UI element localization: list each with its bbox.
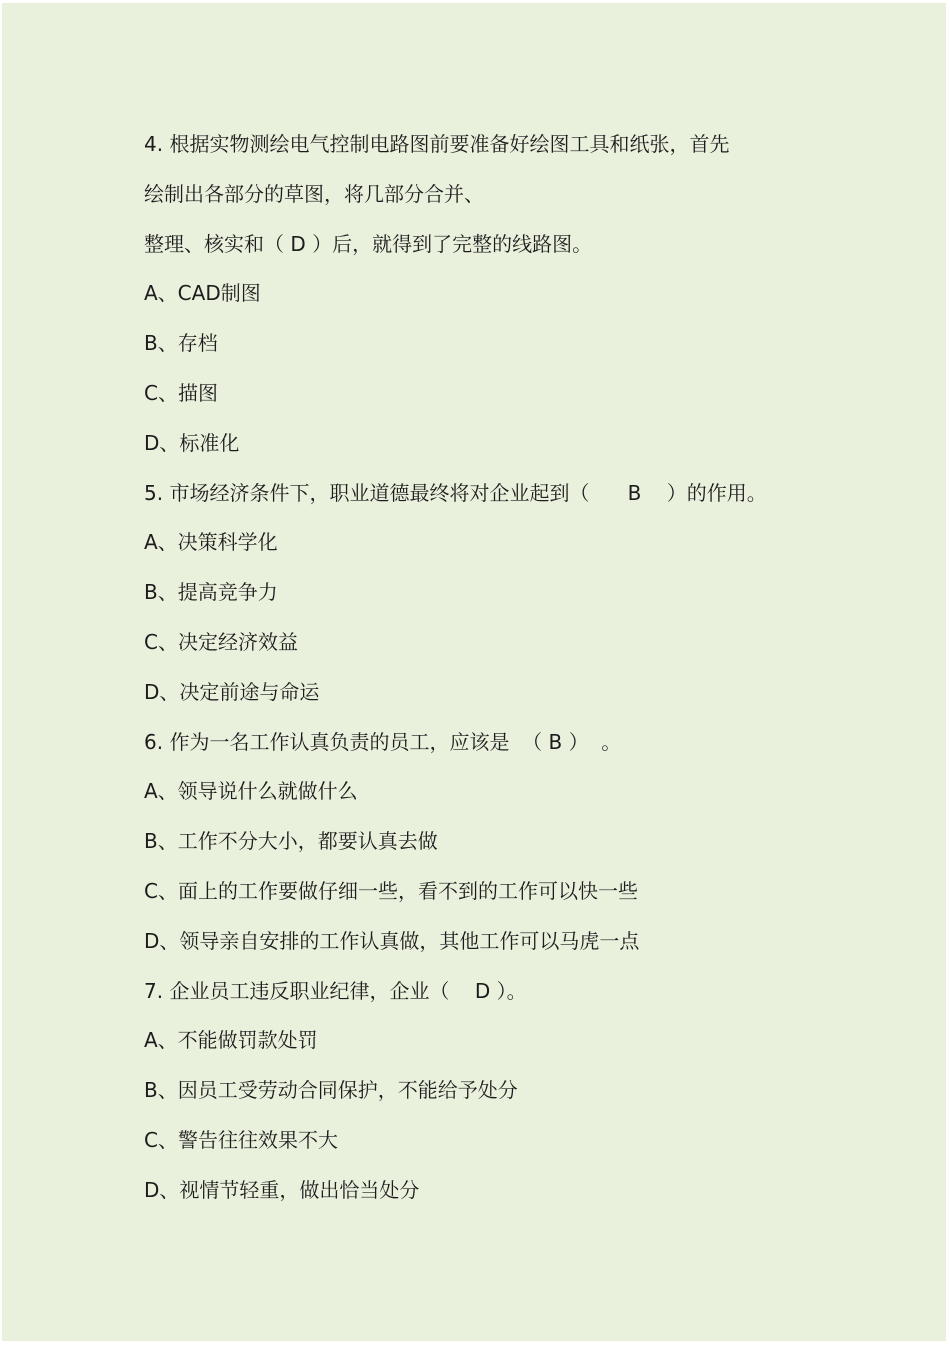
question-4-stem-line-3: 整理、核实和（ D ）后，就得到了完整的线路图。 [144,231,593,256]
question-4-option-c: C、描图 [144,380,218,405]
question-7-option-d: D、视情节轻重，做出恰当处分 [144,1177,420,1202]
question-4-option-d: D、标准化 [144,430,240,455]
question-4-stem-line-2: 绘制出各部分的草图，将几部分合并、 [144,181,484,206]
document-page [2,3,946,1341]
question-4-option-b: B、存档 [144,331,218,356]
question-5-stem: 5. 市场经济条件下，职业道德最终将对企业起到（ B ）的作用。 [144,480,767,505]
question-5-option-c: C、决定经济效益 [144,629,298,654]
question-5-option-a: A、决策科学化 [144,530,278,555]
question-7-stem: 7. 企业员工违反职业纪律，企业（ D ）。 [144,978,527,1003]
question-4-option-a: A、CAD制图 [144,281,261,306]
question-content [144,125,844,1221]
question-6-option-b: B、工作不分大小，都要认真去做 [144,829,438,854]
question-5-option-b: B、提高竞争力 [144,580,278,605]
question-5-option-d: D、决定前途与命运 [144,679,320,704]
question-7-option-b: B、因员工受劳动合同保护，不能给予处分 [144,1078,518,1103]
question-7-option-a: A、不能做罚款处罚 [144,1028,318,1053]
question-4-stem-line-1: 4. 根据实物测绘电气控制电路图前要准备好绘图工具和纸张，首先 [144,132,730,156]
question-6-option-a: A、领导说什么就做什么 [144,779,358,804]
question-6-option-c: C、面上的工作要做仔细一些，看不到的工作可以快一些 [144,878,638,903]
question-7-option-c: C、警告往往效果不大 [144,1127,338,1152]
question-6-option-d: D、领导亲自安排的工作认真做，其他工作可以马虎一点 [144,928,640,953]
question-6-stem: 6. 作为一名工作认真负责的员工，应该是 （ B ） 。 [144,729,622,754]
